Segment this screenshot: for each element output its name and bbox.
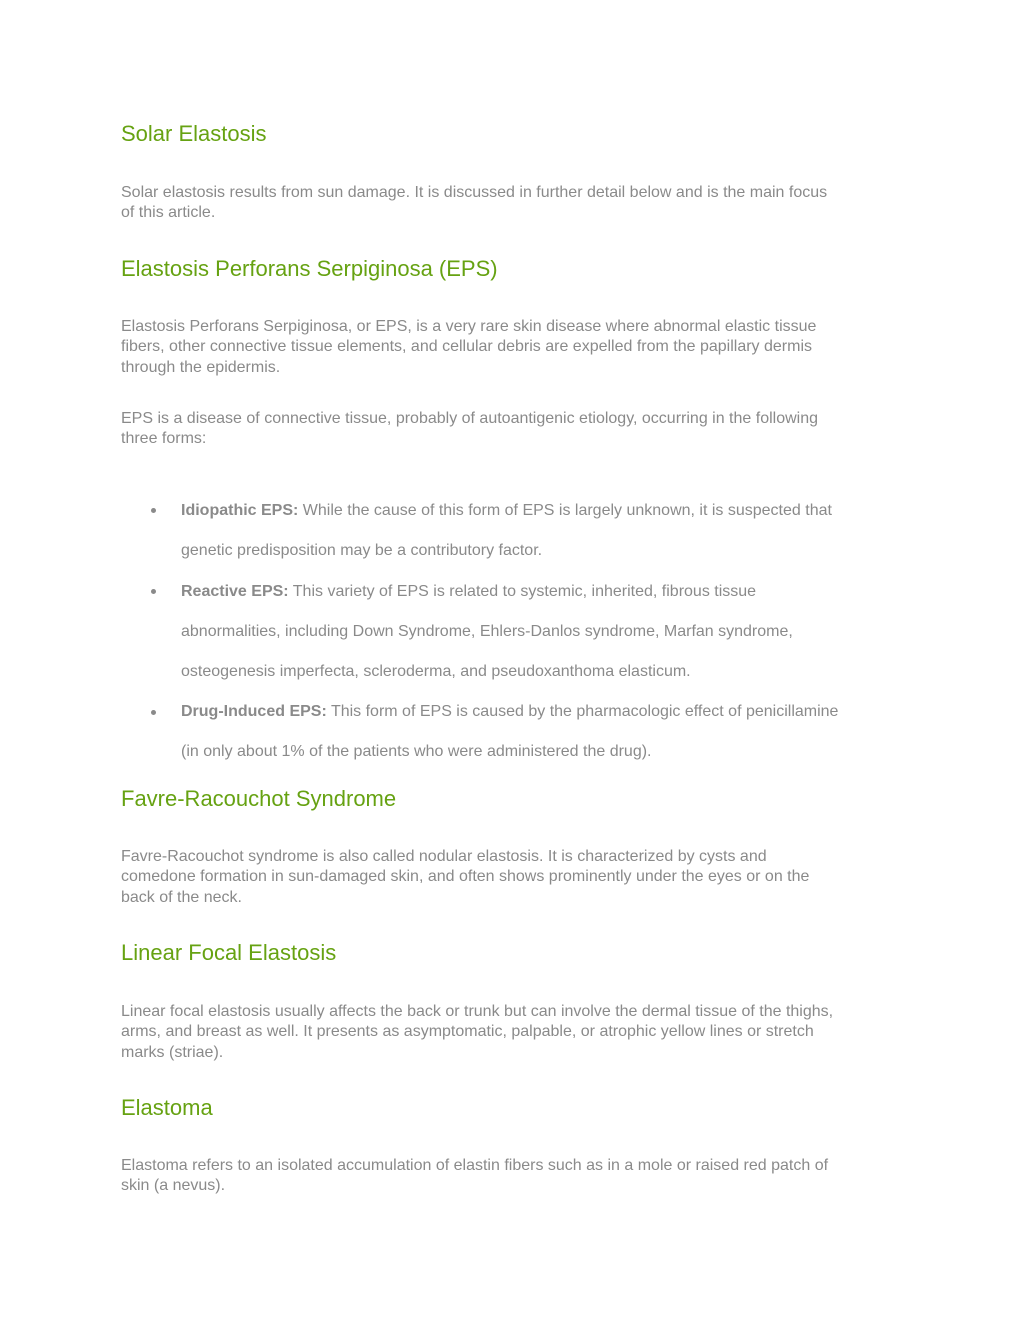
heading-favre-racouchot: Favre-Racouchot Syndrome [121,786,397,811]
text-line: abnormalities, including Down Syndrome, Ehlers-Danlos syndrome, Marfan syndrome, [181,623,793,640]
text-line [181,582,756,602]
heading-solar-elastosis: Solar Elastosis [121,121,267,146]
text-line: Elastoma refers to an isolated accumulation of elastin fibers such as in a mole or raised red patch of [121,1157,829,1174]
heading-linear-focal-elastosis: Linear Focal Elastosis [121,940,337,965]
text-span: This form of EPS is caused by the pharmacologic effect of penicillamine [326,703,839,720]
text-line: (in only about 1% of the patients who were administered the drug). [181,743,652,760]
bullet-dot [151,589,156,594]
text-line: back of the neck. [121,888,242,906]
text-line: osteogenesis imperfecta, scleroderma, and pseudoxanthoma elasticum. [181,663,691,680]
text-line: arms, and breast as well. It presents as asymptomatic, palpable, or atrophic yellow lines or stretch [121,1023,814,1041]
term-label: Reactive EPS: [181,583,289,600]
text-line: through the epidermis. [121,358,281,376]
text-line: skin (a nevus). [121,1177,226,1195]
term-label: Idiopathic EPS: [181,502,299,519]
text-line [181,501,832,521]
bullet-dot [151,508,156,513]
text-line: of this article. [121,204,216,222]
text-line: fibers, other connective tissue elements, and cellular debris are expelled from the papillary dermis [121,338,813,356]
text-line: Favre-Racouchot syndrome is also called nodular elastosis. It is characterized by cysts and [121,848,767,865]
paragraph-eps-intro [121,317,911,378]
paragraph-solar-elastosis [121,183,911,224]
paragraph-favre-racouchot [121,847,911,908]
paragraph-linear-focal-elastosis [121,1002,911,1063]
text-line: Elastosis Perforans Serpiginosa, or EPS, is a very rare skin disease where abnormal elastic tissue [121,318,817,335]
text-line: marks (striae). [121,1043,224,1061]
text-line: Linear focal elastosis usually affects the back or trunk but can involve the dermal tissue of the thighs, [121,1003,834,1020]
paragraph-elastoma [121,1156,911,1197]
text-span: While the cause of this form of EPS is largely unknown, it is suspected that [298,502,832,519]
paragraph-eps-forms [121,409,911,450]
text-line: EPS is a disease of connective tissue, probably of autoantigenic etiology, occurring in the following [121,410,818,427]
heading-elastoma: Elastoma [121,1095,213,1120]
text-line: comedone formation in sun-damaged skin, and often shows prominently under the eyes or on the [121,868,810,886]
text-line: three forms: [121,430,207,448]
heading-eps: Elastosis Perforans Serpiginosa (EPS) [121,256,498,281]
term-label: Drug-Induced EPS: [181,703,327,720]
bullet-dot [151,710,156,715]
text-line: genetic predisposition may be a contributory factor. [181,542,543,559]
text-line: Solar elastosis results from sun damage. It is discussed in further detail below and is the main focus [121,184,828,201]
text-line [181,702,838,722]
text-span: This variety of EPS is related to systemic, inherited, fibrous tissue [288,583,757,600]
